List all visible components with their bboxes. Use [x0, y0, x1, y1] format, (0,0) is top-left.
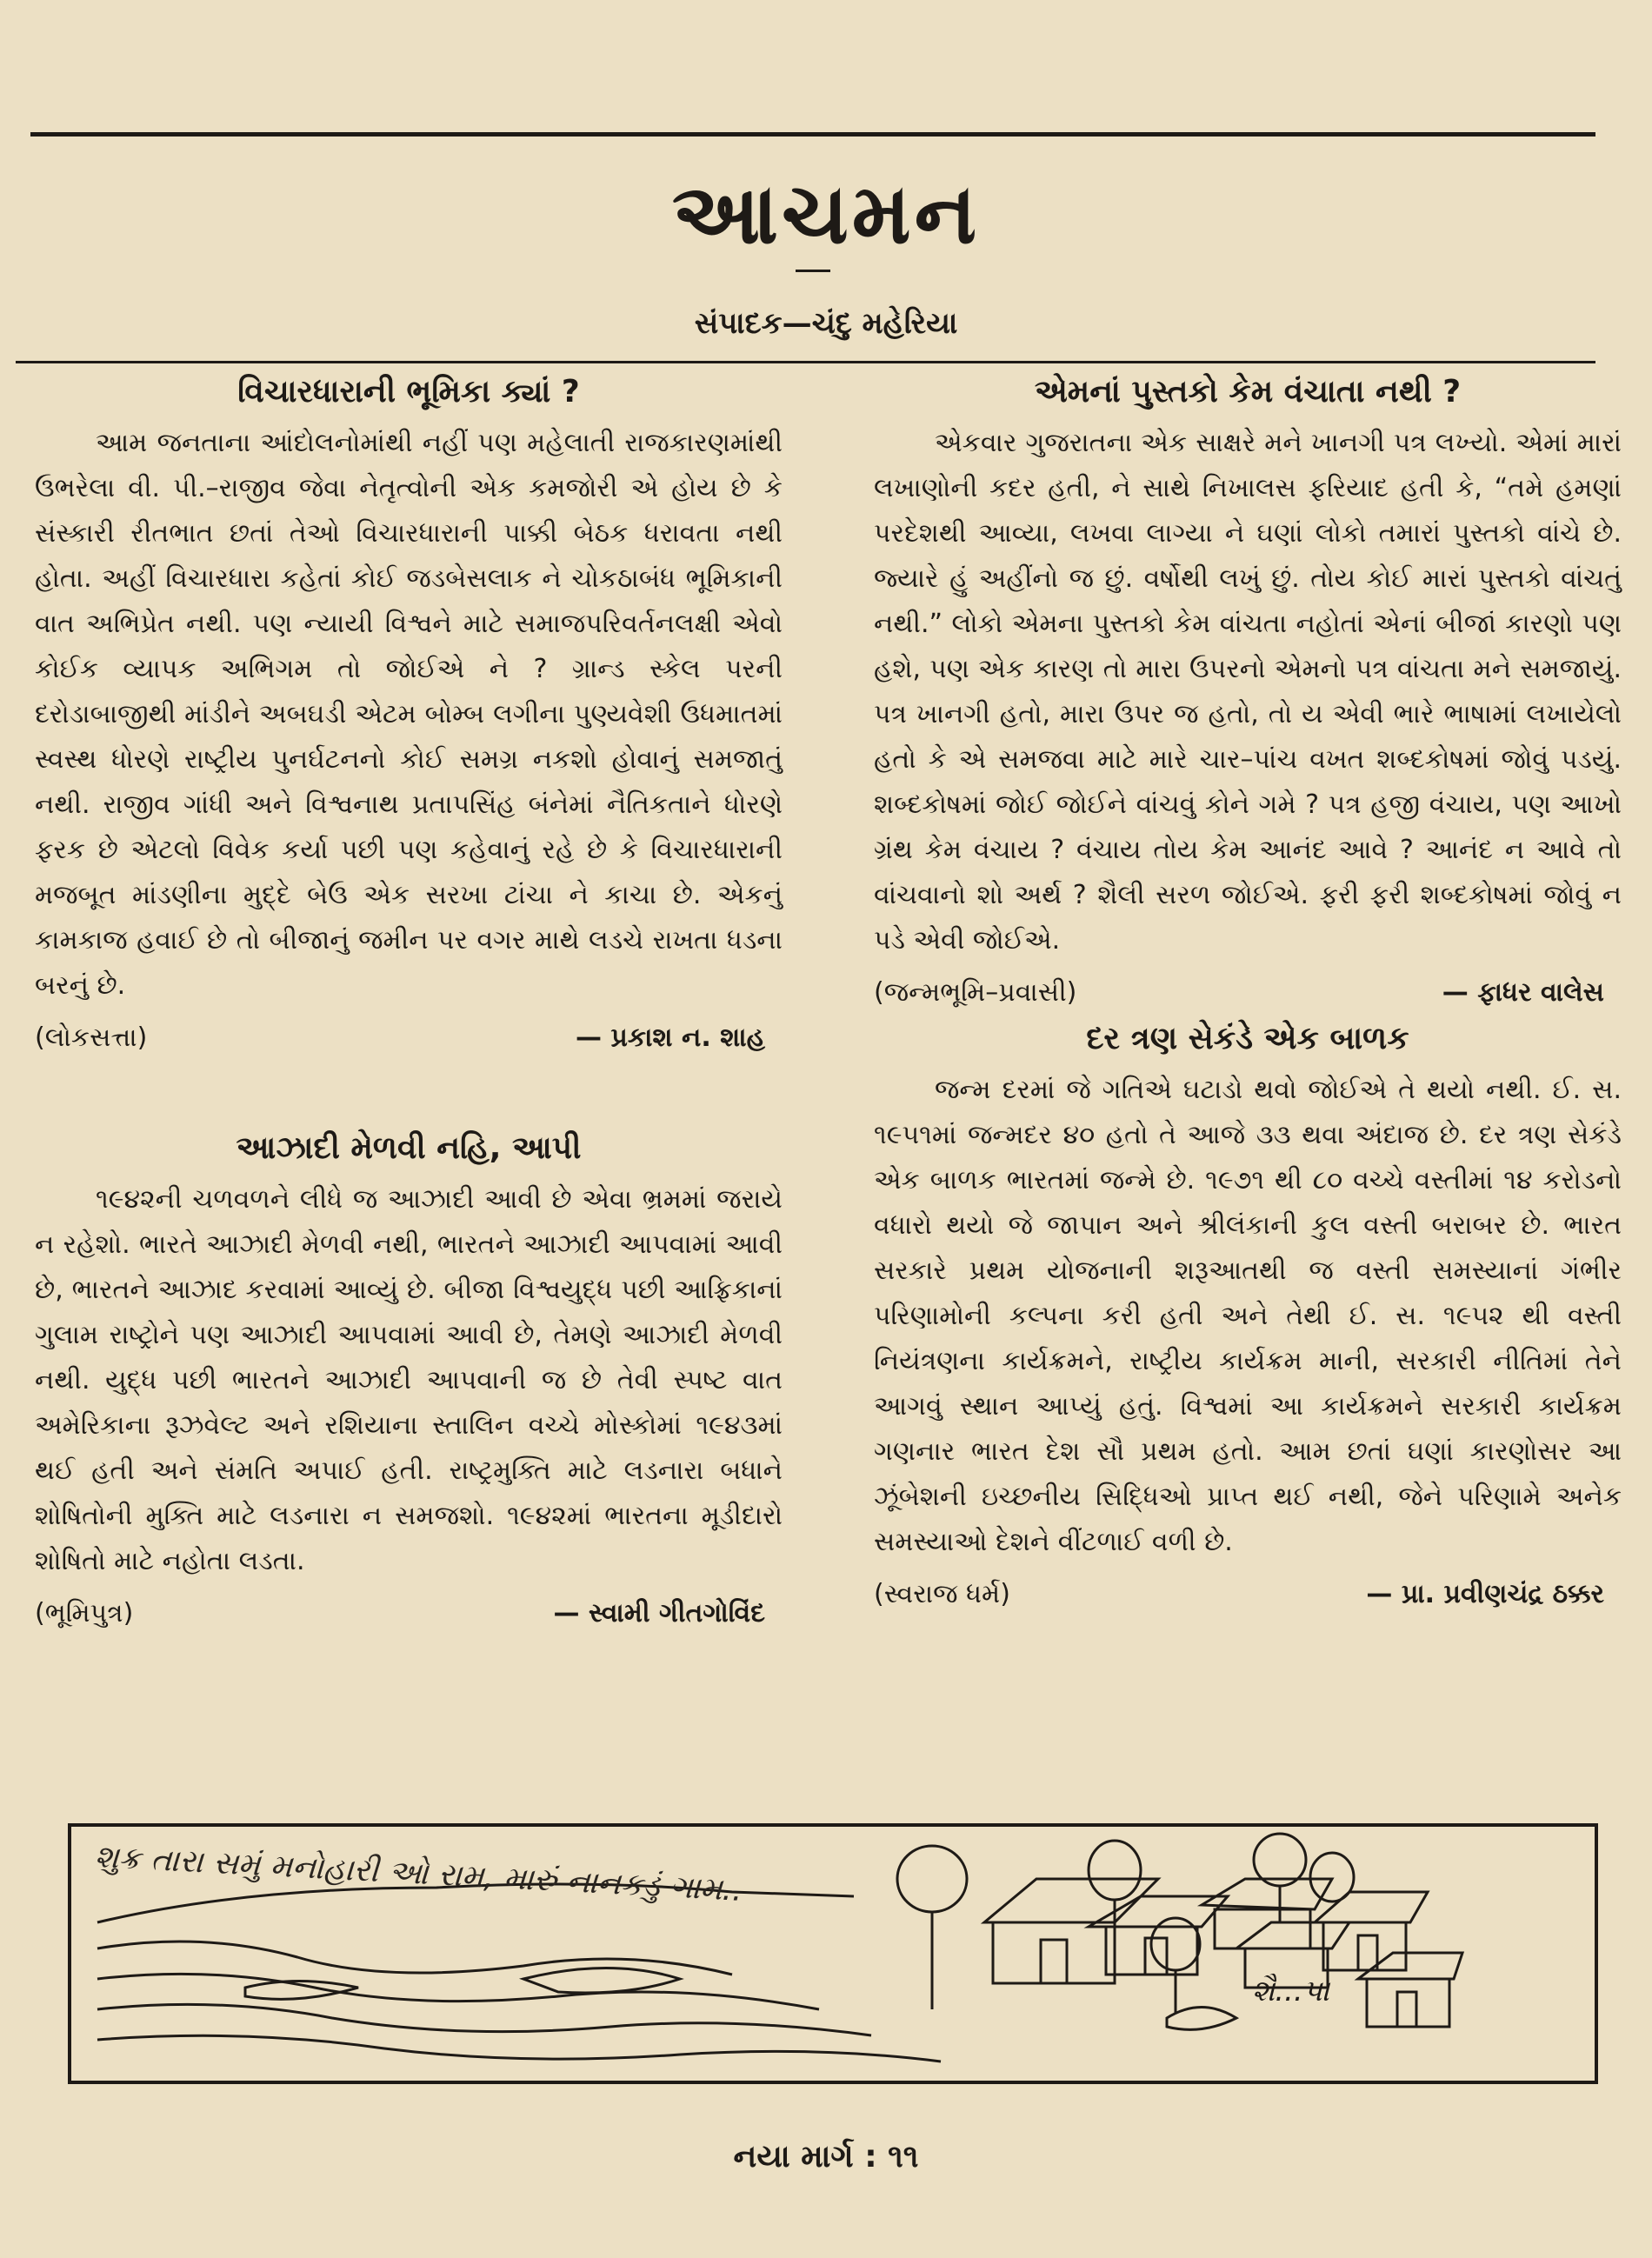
article-credit — [35, 1016, 783, 1061]
article-heading: આઝાદી મેળવી નહિ, આપી — [236, 1130, 582, 1166]
article-body: જન્મ દરમાં જે ગતિએ ઘટાડો થવો જોઈએ તે થયો નથી. ઈ. સ. ૧૯૫૧માં જન્મદર ૪૦ હતો તે આજે ૩૩ થવા અંદાજ છે. દર ત્રણ સેકંડે એક બાળક ભારતમાં જન્મે છે. ૧૯૭૧ થી ૮૦ વચ્ચે વસ્તીમાં ૧૪ કરોડનો વધારો થયો જે જાપાન અને શ્રીલંકાની કુલ વસ્તી બરાબર છે. ભારત સરકારે પ્રથમ યોજનાની શરૂઆતથી જ વસ્તી સમસ્યાનાં ગંભીર પરિણામોની કલ્પના કરી હતી અને તેથી ઈ. સ. ૧૯૫૨ થી વસ્તી નિયંત્રણના કાર્યક્રમને, રાષ્ટ્રીય કાર્યક્રમ માની, સરકારી નીતિમાં તેને આગવું સ્થાન આપ્યું હતું. વિશ્વમાં આ કાર્યક્રમને સરકારી કાર્યક્રમ ગણનાર ભારત દેશ સૌ પ્રથમ હતો. આમ છતાં ઘણાં કારણોસર આ ઝૂંબેશની ઇચ્છનીય સિદ્ધિઓ પ્રાપ્ત થઈ નથી, જેને પરિણામે અનેક સમસ્યાઓ દેશને વીંટળાઈ વળી છે. — [874, 1075, 1622, 1557]
article-pustako — [874, 374, 1622, 1016]
article-heading: વિચારધારાની ભૂમિકા ક્યાં ? — [237, 374, 580, 410]
article-author: — પ્રા. પ્રવીણચંદ્ર ઠક્કર — [1366, 1579, 1604, 1609]
column-gap — [35, 1061, 783, 1130]
header-rule — [16, 361, 1595, 363]
article-body: આમ જનતાના આંદોલનોમાંથી નહીં પણ મહેલાતી રાજકારણમાંથી ઉભરેલા વી. પી.–રાજીવ જેવા નેતૃત્વોની એક કમજોરી એ હોય છે કે સંસ્કારી રીતભાત છતાં તેઓ વિચારધારાની પાક્કી બેઠક ધરાવતા નથી હોતા. અહીં વિચારધારા કહેતાં કોઈ જડબેસલાક ને ચોકઠાબંધ ભૂમિકાની વાત અભિપ્રેત નથી. પણ ન્યાયી વિશ્વને માટે સમાજપરિવર્તનલક્ષી એવો કોઈક વ્યાપક અભિગમ તો જોઈએ ને ? ગ્રાન્ડ સ્કેલ પરની દરોડાબાજીથી માંડીને અબઘડી એટમ બોમ્બ લગીના પુણ્યવેશી ઉધમાતમાં સ્વસ્થ ધોરણે રાષ્ટ્રીય પુનર્ઘટનનો કોઈ સમગ્ર નકશો હોવાનું સમજાતું નથી. રાજીવ ગાંધી અને વિશ્વનાથ પ્રતાપસિંહ બંનેમાં નૈતિકતાને ધોરણે ફરક છે એટલો વિવેક કર્યા પછી પણ કહેવાનું રહે છે કે વિચારધારાની મજબૂત માંડણીના મુદ્દે બેઉ એક સરખા ટાંચા ને કાચા છે. એકનું કામકાજ હવાઈ છે તો બીજાનું જમીન પર વગર માથે લડચે રાખતા ધડના બરનું છે. — [35, 428, 783, 1001]
article-author: — પ્રકાશ ન. શાહ — [575, 1022, 765, 1053]
article-heading: દર ત્રણ સેકંડે એક બાળક — [1086, 1021, 1409, 1056]
article-author: — સ્વામી ગીતગોવિંદ — [553, 1598, 765, 1629]
illustration-caption: શુક્ર તારા સમું મનોહારી ઓ રામ, મારું નાનકડું ગામ.. — [93, 1839, 743, 1908]
article-body: ૧૯૪૨ની ચળવળને લીધે જ આઝાદી આવી છે એવા ભ્રમમાં જરાયે ન રહેશો. ભારતે આઝાદી મેળવી નથી, ભારતને આઝાદી આપવામાં આવી છે, ભારતને આઝાદ કરવામાં આવ્યું છે. બીજા વિશ્વયુદ્ધ પછી આફ્રિકાનાં ગુલામ રાષ્ટ્રોને પણ આઝાદી આપવામાં આવી છે, તેમણે આઝાદી મેળવી નથી. યુદ્ધ પછી ભારતને આઝાદી આપવાની જ છે તેવી સ્પષ્ટ વાત અમેરિકાના રૂઝવેલ્ટ અને રશિયાના સ્તાલિન વચ્ચે મોસ્કોમાં ૧૯૪૩માં થઈ હતી અને સંમતિ અપાઈ હતી. રાષ્ટ્રમુક્તિ માટે લડનારા બધાને શોષિતોની મુક્તિ માટે લડનારા ન સમજશો. ૧૯૪૨માં ભારતના મૂડીદારો શોષિતો માટે નહોતા લડતા. — [35, 1184, 783, 1576]
article-source: (સ્વરાજ ધર્મ) — [874, 1579, 1010, 1609]
article-source: (જન્મભૂમિ–પ્રવાસી) — [874, 977, 1077, 1008]
artist-signature: શૈ...પા — [1252, 1974, 1330, 2008]
left-column — [35, 374, 783, 1808]
top-rule — [30, 132, 1595, 137]
article-credit — [874, 970, 1622, 1016]
right-column — [874, 374, 1622, 1808]
article-source: (લોકસત્તા) — [35, 1022, 148, 1053]
section-title: આચમન — [671, 165, 981, 263]
article-azadi — [35, 1130, 783, 1636]
article-credit — [874, 1572, 1622, 1617]
article-vichardhara — [35, 374, 783, 1061]
article-source: (ભૂમિપુત્ર) — [35, 1598, 134, 1629]
page-footer: નયા માર્ગ : ૧૧ — [733, 2139, 919, 2175]
article-heading: એમનાં પુસ્તકો કેમ વંચાતા નથી ? — [1034, 374, 1462, 410]
article-credit — [35, 1591, 783, 1636]
title-dash — [796, 270, 830, 272]
article-balak — [874, 1021, 1622, 1617]
article-author: — ફાધર વાલેસ — [1442, 977, 1604, 1008]
article-body: એકવાર ગુજરાતના એક સાક્ષરે મને ખાનગી પત્ર લખ્યો. એમાં મારાં લખાણોની કદર હતી, ને સાથે નિખાલસ ફરિયાદ હતી કે, “તમે હમણાં પરદેશથી આવ્યા, લખવા લાગ્યા ને ઘણાં લોકો તમારાં પુસ્તકો વાંચે છે. જ્યારે હું અહીંનો જ છું. વર્ષોથી લખું છું. તોય કોઈ મારાં પુસ્તકો વાંચતું નથી.” લોકો એમના પુસ્તકો કેમ વાંચતા નહોતાં એનાં બીજાં કારણો પણ હશે, પણ એક કારણ તો મારા ઉપરનો એમનો પત્ર વાંચતા મને સમજાયું. પત્ર ખાનગી હતો, મારા ઉપર જ હતો, તો ય એવી ભારે ભાષામાં લખાયેલો હતો કે એ સમજવા માટે મારે ચાર–પાંચ વખત શબ્દકોષમાં જોવું પડયું. શબ્દકોષમાં જોઈ જોઈને વાંચવું કોને ગમે ? પત્ર હજી વંચાય, પણ આખો ગ્રંથ કેમ વંચાય ? વંચાય તોય કેમ આનંદ આવે ? આનંદ ન આવે તો વાંચવાનો શો અર્થ ? શૈલી સરળ જોઈએ. ફરી ફરી શબ્દકોષમાં જોવું ન પડે એવી જોઈએ. — [874, 428, 1622, 956]
editor-credit: સંપાદક—ચંદુ મહેરિયા — [694, 306, 958, 341]
